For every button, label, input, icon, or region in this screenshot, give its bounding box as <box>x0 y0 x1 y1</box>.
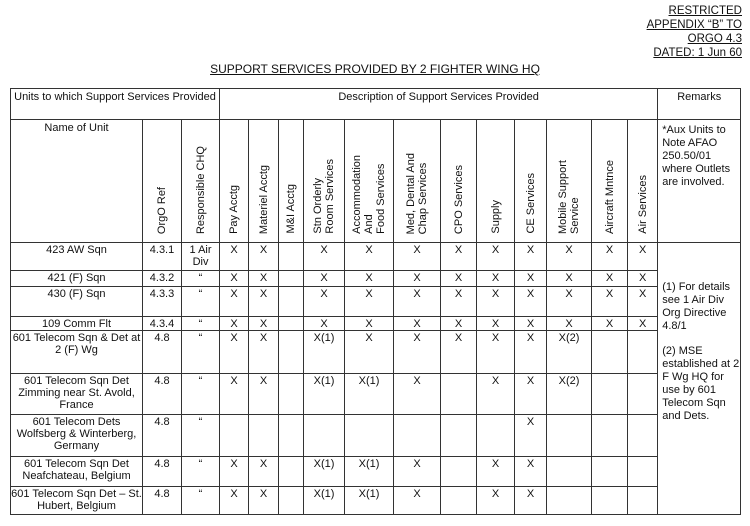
service-cell-10: X <box>592 317 628 331</box>
service-cell-6: X <box>441 271 477 287</box>
orgo-ref: 4.3.3 <box>143 287 182 317</box>
service-cell-9 <box>547 415 592 457</box>
service-cell-0: X <box>220 374 249 415</box>
service-cell-4 <box>345 415 394 457</box>
service-cell-0: X <box>220 331 249 374</box>
service-cell-4: X <box>345 243 394 271</box>
service-cell-7: X <box>477 331 515 374</box>
responsible-chq-header: Responsible CHQ <box>182 120 220 243</box>
classification-label: RESTRICTED <box>668 5 742 17</box>
unit-name: 601 Telecom Sqn Det Zimming near St. Avold, France <box>11 374 143 415</box>
service-cell-9 <box>547 487 592 515</box>
service-cell-5 <box>394 415 441 457</box>
service-cell-2 <box>279 271 304 287</box>
service-cell-9: X <box>547 271 592 287</box>
service-cell-11: X <box>628 287 658 317</box>
service-cell-0: X <box>220 287 249 317</box>
service-cell-4: X(1) <box>345 457 394 487</box>
service-header-3: Stn Orderly Room Services <box>304 120 345 243</box>
appendix-label: APPENDIX “B” TO <box>646 19 742 31</box>
service-cell-11: X <box>628 317 658 331</box>
orgo-ref: 4.8 <box>143 374 182 415</box>
table-row <box>11 415 741 457</box>
table-row <box>11 374 741 415</box>
service-cell-10 <box>592 331 628 374</box>
service-cell-0: X <box>220 317 249 331</box>
service-cell-5: X <box>394 457 441 487</box>
service-cell-11 <box>628 415 658 457</box>
service-cell-11 <box>628 487 658 515</box>
service-cell-2 <box>279 331 304 374</box>
orgo-label: ORGO 4.3 <box>687 33 742 45</box>
service-cell-4: X <box>345 287 394 317</box>
service-cell-7: X <box>477 457 515 487</box>
responsible-chq: “ <box>182 331 220 374</box>
service-cell-10: X <box>592 243 628 271</box>
document-title: SUPPORT SERVICES PROVIDED BY 2 FIGHTER WING HQ <box>210 62 540 76</box>
service-header-0: Pay Acctg <box>220 120 249 243</box>
service-header-6: CPO Services <box>441 120 477 243</box>
service-cell-3: X <box>304 243 345 271</box>
service-cell-6 <box>441 374 477 415</box>
service-header-8: CE Services <box>515 120 547 243</box>
service-cell-6: X <box>441 287 477 317</box>
service-cell-9: X <box>547 243 592 271</box>
service-cell-7: X <box>477 243 515 271</box>
service-cell-1: X <box>249 487 279 515</box>
service-cell-8: X <box>515 374 547 415</box>
service-cell-10 <box>592 415 628 457</box>
unit-name: 109 Comm Flt <box>11 317 143 331</box>
support-services-table <box>10 88 741 515</box>
service-header-5: Med, Dental And Chap Services <box>394 120 441 243</box>
service-cell-9: X(2) <box>547 331 592 374</box>
service-cell-11: X <box>628 243 658 271</box>
service-cell-1: X <box>249 271 279 287</box>
remarks-detail-2: (2) MSE established at 2 F Wg HQ for use by 601 Telecom Sqn and Dets. <box>662 345 740 422</box>
service-cell-6: X <box>441 317 477 331</box>
service-cell-6: X <box>441 243 477 271</box>
service-cell-2 <box>279 415 304 457</box>
table-row <box>11 331 741 374</box>
remarks-note: *Aux Units to Note AFAO 250.50/01 where Outlets are involved. <box>658 120 741 243</box>
table-row <box>11 243 741 271</box>
responsible-chq: “ <box>182 374 220 415</box>
service-cell-10 <box>592 374 628 415</box>
service-cell-3: X <box>304 287 345 317</box>
service-cell-5: X <box>394 374 441 415</box>
service-cell-11 <box>628 374 658 415</box>
service-cell-8: X <box>515 415 547 457</box>
responsible-chq: 1 Air Div <box>182 243 220 271</box>
service-cell-11 <box>628 331 658 374</box>
orgo-ref: 4.8 <box>143 487 182 515</box>
service-cell-0: X <box>220 487 249 515</box>
document-header <box>647 4 742 60</box>
unit-name: 423 AW Sqn <box>11 243 143 271</box>
service-cell-1: X <box>249 331 279 374</box>
service-cell-7: X <box>477 487 515 515</box>
service-cell-0: X <box>220 243 249 271</box>
service-cell-0: X <box>220 457 249 487</box>
remarks-detail-1: (1) For details see 1 Air Div Org Directive 4.8/1 <box>662 281 731 332</box>
service-cell-7 <box>477 415 515 457</box>
service-cell-1 <box>249 415 279 457</box>
responsible-chq: “ <box>182 457 220 487</box>
service-cell-6 <box>441 487 477 515</box>
remarks-header: Remarks <box>658 89 741 120</box>
table-row <box>11 287 741 317</box>
service-cell-8: X <box>515 271 547 287</box>
service-header-10: Aircraft Mntnce <box>592 120 628 243</box>
orgo-ref: 4.3.4 <box>143 317 182 331</box>
service-header-7: Supply <box>477 120 515 243</box>
service-cell-8: X <box>515 487 547 515</box>
service-cell-9 <box>547 457 592 487</box>
service-header-9: Mobile Support Service <box>547 120 592 243</box>
orgo-ref: 4.8 <box>143 415 182 457</box>
service-cell-6 <box>441 457 477 487</box>
unit-name: 421 (F) Sqn <box>11 271 143 287</box>
service-cell-8: X <box>515 317 547 331</box>
service-cell-5: X <box>394 317 441 331</box>
service-cell-7: X <box>477 287 515 317</box>
service-cell-4: X <box>345 271 394 287</box>
service-cell-10 <box>592 487 628 515</box>
service-cell-1: X <box>249 374 279 415</box>
service-cell-4: X(1) <box>345 487 394 515</box>
service-cell-9: X <box>547 287 592 317</box>
service-cell-8: X <box>515 331 547 374</box>
services-group-header: Description of Support Services Provided <box>220 89 658 120</box>
service-cell-3: X(1) <box>304 374 345 415</box>
service-cell-3: X(1) <box>304 487 345 515</box>
service-cell-10: X <box>592 287 628 317</box>
service-cell-1: X <box>249 243 279 271</box>
service-header-2: M&I Acctg <box>279 120 304 243</box>
service-cell-4: X <box>345 317 394 331</box>
service-cell-6 <box>441 415 477 457</box>
responsible-chq: “ <box>182 415 220 457</box>
service-cell-8: X <box>515 287 547 317</box>
responsible-chq: “ <box>182 287 220 317</box>
service-cell-5: X <box>394 271 441 287</box>
service-cell-7: X <box>477 317 515 331</box>
service-cell-7: X <box>477 374 515 415</box>
orgo-ref-header: OrgO Ref <box>143 120 182 243</box>
name-of-unit-header: Name of Unit <box>11 120 143 243</box>
service-cell-3: X(1) <box>304 331 345 374</box>
service-cell-10 <box>592 457 628 487</box>
service-cell-3: X <box>304 271 345 287</box>
service-cell-1: X <box>249 317 279 331</box>
service-cell-3: X(1) <box>304 457 345 487</box>
service-header-11: Air Services <box>628 120 658 243</box>
units-group-header: Units to which Support Services Provided <box>11 89 220 120</box>
responsible-chq: “ <box>182 271 220 287</box>
service-cell-5: X <box>394 487 441 515</box>
service-header-1: Materiel Acctg <box>249 120 279 243</box>
service-cell-9: X <box>547 317 592 331</box>
orgo-ref: 4.3.1 <box>143 243 182 271</box>
service-cell-1: X <box>249 287 279 317</box>
service-cell-10: X <box>592 271 628 287</box>
service-cell-2 <box>279 487 304 515</box>
service-cell-6: X <box>441 331 477 374</box>
service-cell-8: X <box>515 243 547 271</box>
orgo-ref: 4.8 <box>143 457 182 487</box>
service-cell-3: X <box>304 317 345 331</box>
table-row <box>11 487 741 515</box>
service-cell-0: X <box>220 271 249 287</box>
orgo-ref: 4.3.2 <box>143 271 182 287</box>
service-cell-0 <box>220 415 249 457</box>
service-cell-1: X <box>249 457 279 487</box>
service-cell-2 <box>279 287 304 317</box>
responsible-chq: “ <box>182 317 220 331</box>
service-cell-4: X(1) <box>345 374 394 415</box>
responsible-chq: “ <box>182 487 220 515</box>
service-header-4: Accommodation And Food Services <box>345 120 394 243</box>
service-cell-2 <box>279 317 304 331</box>
service-cell-2 <box>279 374 304 415</box>
unit-name: 430 (F) Sqn <box>11 287 143 317</box>
table-row <box>11 317 741 331</box>
service-cell-11 <box>628 457 658 487</box>
table-row <box>11 271 741 287</box>
service-cell-7: X <box>477 271 515 287</box>
service-cell-2 <box>279 457 304 487</box>
service-cell-5: X <box>394 243 441 271</box>
date-label: DATED: 1 Jun 60 <box>653 47 742 59</box>
service-cell-9: X(2) <box>547 374 592 415</box>
service-cell-5: X <box>394 331 441 374</box>
service-cell-2 <box>279 243 304 271</box>
unit-name: 601 Telecom Sqn Det Neafchateau, Belgium <box>11 457 143 487</box>
table-row <box>11 457 741 487</box>
remarks-details <box>658 243 741 515</box>
service-cell-5: X <box>394 287 441 317</box>
unit-name: 601 Telecom Sqn & Det at 2 (F) Wg <box>11 331 143 374</box>
orgo-ref: 4.8 <box>143 331 182 374</box>
service-cell-8: X <box>515 457 547 487</box>
service-cell-4: X <box>345 331 394 374</box>
service-cell-3 <box>304 415 345 457</box>
unit-name: 601 Telecom Dets Wolfsberg & Winterberg, Germany <box>11 415 143 457</box>
service-cell-11: X <box>628 271 658 287</box>
unit-name: 601 Telecom Sqn Det – St. Hubert, Belgium <box>11 487 143 515</box>
